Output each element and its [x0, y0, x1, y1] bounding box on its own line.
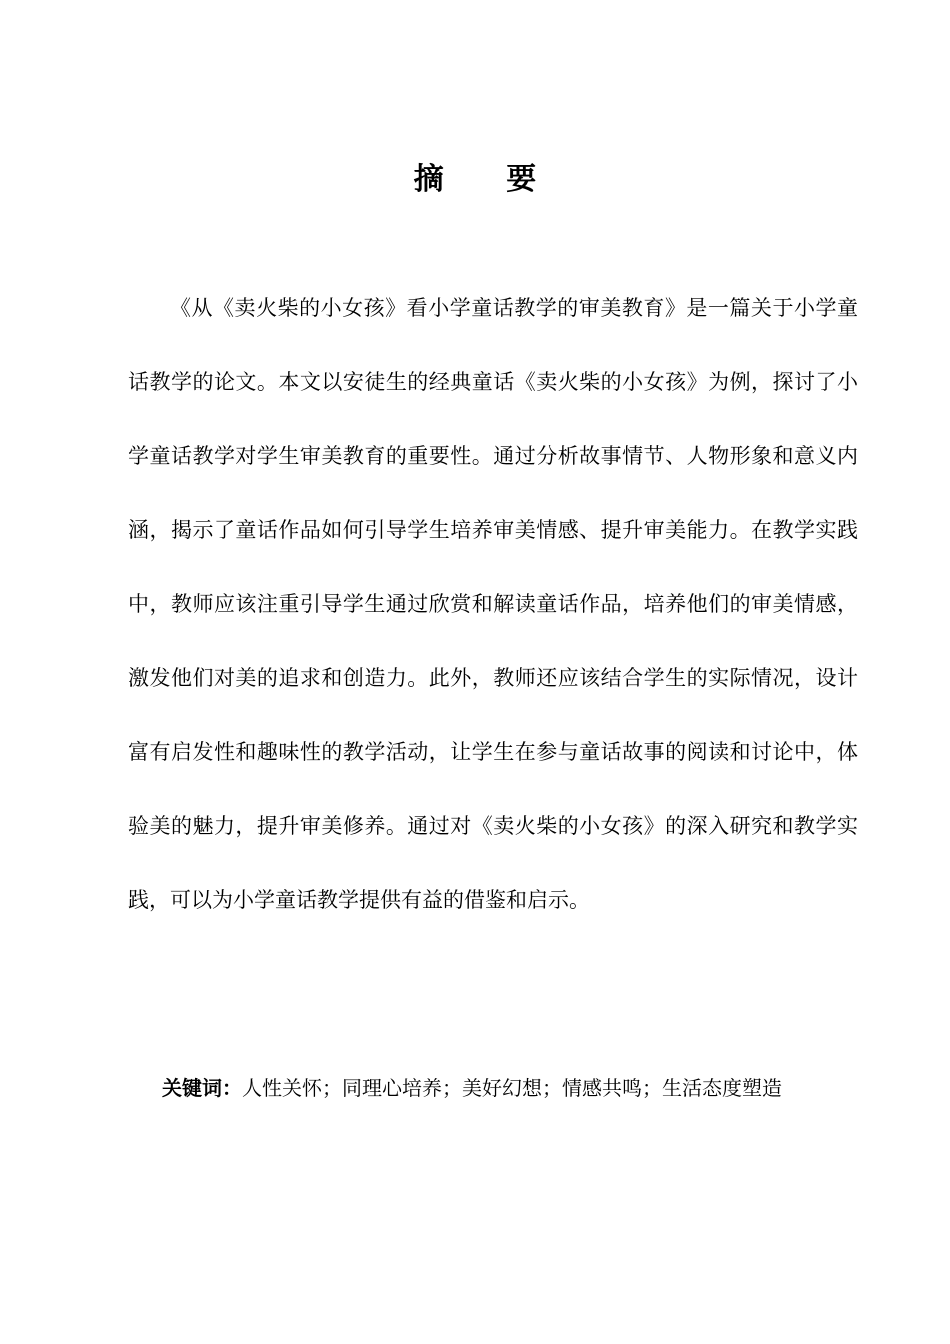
keywords-line	[128, 1068, 858, 1108]
abstract-title: 摘 要	[413, 162, 563, 197]
abstract-paragraph: 《从《卖火柴的小女孩》看小学童话教学的审美教育》是一篇关于小学童话教学的论文。本文以安徒生的经典童话《卖火柴的小女孩》为例，探讨了小学童话教学对学生审美教育的重要性。通过分析故事情节、人物形象和意义内涵，揭示了童话作品如何引导学生培养审美情感、提升审美能力。在教学实践中，教师应该注重引导学生通过欣赏和解读童话作品，培养他们的审美情感，激发他们对美的追求和创造力。此外，教师还应该结合学生的实际情况，设计富有启发性和趣味性的教学活动，让学生在参与童话故事的阅读和讨论中，体验美的魅力，提升审美修养。通过对《卖火柴的小女孩》的深入研究和教学实践，可以为小学童话教学提供有益的借鉴和启示。	[128, 296, 858, 912]
keywords-text: 人性关怀；同理心培养；美好幻想；情感共鸣；生活态度塑造	[242, 1076, 782, 1100]
keywords-label: 关键词：	[162, 1076, 242, 1100]
abstract-body	[128, 271, 858, 937]
